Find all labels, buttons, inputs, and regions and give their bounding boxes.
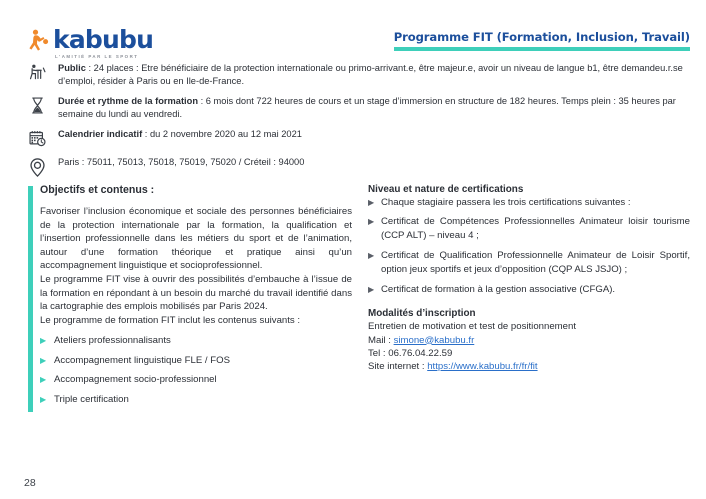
bullet-arrow-icon: ▶ xyxy=(368,217,375,227)
bullet-arrow-icon: ▶ xyxy=(40,355,47,365)
objectives-column xyxy=(22,184,352,412)
page-header xyxy=(0,0,706,58)
certification-text: Chaque stagiaire passera les trois certifications suivantes : xyxy=(381,197,631,208)
list-item xyxy=(40,373,352,386)
website-link[interactable]: https://www.kabubu.fr/fr/fit xyxy=(427,361,538,373)
bullet-arrow-icon: ▶ xyxy=(368,198,375,207)
info-text-public xyxy=(52,62,690,89)
site-label: Site internet : xyxy=(368,361,428,373)
tel-label: Tel : xyxy=(368,347,389,359)
bullet-label: Ateliers professionnalisants xyxy=(54,335,171,347)
info-row-lieux xyxy=(22,156,690,178)
bullet-arrow-icon: ▶ xyxy=(40,394,47,404)
certification-text: Certificat de Qualification Professionnelle Animateur de Loisir Sportif, option jeux sportifs et jeux d’opposition (CQP ALS JSJO) ; xyxy=(381,250,690,275)
objectives-paragraph-3: Le programme de formation FIT inclut les contenus suivants : xyxy=(40,314,301,326)
mail-label: Mail : xyxy=(368,334,394,346)
bullet-label: Triple certification xyxy=(54,393,129,405)
certification-text: Certificat de Compétences Professionnelles Animateur loisir tourisme (CCP ALT) – niveau 4 ; xyxy=(381,216,690,241)
info-text-duree xyxy=(52,95,690,122)
tel-value: 06.76.04.22.59 xyxy=(388,347,453,359)
inscription-heading: Modalités d’inscription xyxy=(368,308,476,320)
logo-tagline: L'AMITIÉ PAR LE SPORT xyxy=(55,54,139,59)
certifications-heading: Niveau et nature de certifications xyxy=(368,184,524,195)
logo-wordmark: kabubu xyxy=(53,25,154,54)
bullet-arrow-icon: ▶ xyxy=(368,251,375,261)
location-pin-icon xyxy=(22,156,52,178)
bullet-arrow-icon: ▶ xyxy=(40,336,47,346)
calendar-clock-icon xyxy=(22,128,52,148)
inscription-section xyxy=(368,308,690,373)
info-value-calendrier: : du 2 novembre 2020 au 12 mai 2021 xyxy=(142,128,302,139)
certification-text: Certificat de formation à la gestion associative (CFGA). xyxy=(381,284,616,296)
objectives-heading: Objectifs et contenus : xyxy=(40,184,155,196)
info-value-public: : 24 places : Etre bénéficiaire de la protection internationale ou primo-arrivant.e, être majeur.e, avoir un niveau de langue b1, être demandeu.r.se d’emploi, résider à Paris ou en Ile-de-France. xyxy=(58,63,683,87)
info-value-duree: : 6 mois dont 722 heures de cours et un stage d’immersion en structure de 182 heures. Temps plein : 35 heures par semaine du lundi au vendredi. xyxy=(58,95,676,120)
info-label-duree: Durée et rythme de la formation xyxy=(58,95,199,106)
list-item xyxy=(368,283,690,296)
inscription-line-mail xyxy=(368,334,690,347)
email-link[interactable]: simone@kabubu.fr xyxy=(393,334,475,346)
content-body xyxy=(22,184,690,412)
programme-title: Programme FIT (Formation, Inclusion, Travail) xyxy=(393,30,690,44)
bullet-arrow-icon: ▶ xyxy=(368,285,375,295)
inscription-line-entretien: Entretien de motivation et test de positionnement xyxy=(368,321,576,333)
programme-banner xyxy=(394,30,690,51)
inscription-line-site xyxy=(368,360,690,373)
programme-underline-rule xyxy=(394,47,690,51)
list-item xyxy=(40,354,352,367)
objectives-bullet-list xyxy=(40,334,352,406)
hourglass-icon xyxy=(22,95,52,115)
list-item xyxy=(368,196,690,209)
objectives-paragraph-2: Le programme FIT vise à ouvrir des possibilités d’embauche à l’issue de la formation en répondant à un besoin du marché du travail identifié dans la cartographie des emplois mobilisés par Paris 2024. xyxy=(40,273,352,313)
bullet-label: Accompagnement socio-professionnel xyxy=(54,374,217,386)
objectives-paragraph-1: Favoriser l’inclusion économique et sociale des personnes bénéficiaires de la protection internationale par la formation, la qualification et l’insertion professionnelle dans les métiers du sport et de l’animation, autour d’une formation théorique et pratique ainsi qu’un accompagnement linguistique et socioprofessionnel. xyxy=(40,206,352,272)
inscription-line-tel xyxy=(368,347,690,360)
teal-accent-bar xyxy=(28,186,33,412)
list-item xyxy=(368,249,690,276)
bullet-label: Accompagnement linguistique FLE / FOS xyxy=(54,354,230,366)
info-row-public xyxy=(22,62,690,89)
certifications-column xyxy=(352,184,690,412)
list-item xyxy=(40,334,352,347)
info-text-lieux: Paris : 75011, 75013, 75018, 75019, 75020 / Créteil : 94000 xyxy=(58,156,305,167)
kabubu-logo xyxy=(26,25,154,60)
list-item xyxy=(368,215,690,242)
person-at-desk-icon xyxy=(22,62,52,82)
info-text-calendrier xyxy=(52,128,690,141)
info-label-calendrier: Calendrier indicatif xyxy=(58,128,143,139)
list-item xyxy=(40,393,352,406)
running-person-icon xyxy=(26,28,52,56)
program-info-list xyxy=(22,62,690,178)
page-number: 28 xyxy=(24,477,36,489)
info-row-calendrier xyxy=(22,128,690,148)
bullet-arrow-icon: ▶ xyxy=(40,375,47,385)
info-label-public: Public xyxy=(58,63,86,73)
info-row-duree xyxy=(22,95,690,122)
